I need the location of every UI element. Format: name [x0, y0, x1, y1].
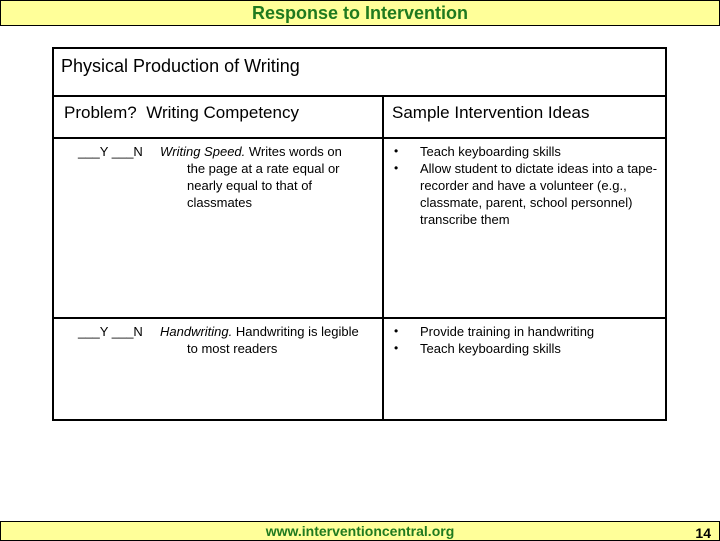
header-ideas: Sample Intervention Ideas	[392, 103, 590, 122]
yes-no-field[interactable]: ___Y ___N	[78, 324, 143, 339]
table-row	[54, 319, 665, 417]
competency-rest: the page at a rate equal or nearly equal to that of classmates	[187, 161, 340, 210]
footer-url[interactable]: www.interventioncentral.org	[265, 523, 455, 539]
page-title: Response to Intervention	[251, 3, 469, 23]
idea-item: • Teach keyboarding skills	[390, 340, 660, 357]
competency-rest: to most readers	[187, 341, 278, 356]
section-title: Physical Production of Writing	[54, 49, 665, 97]
header-bar	[0, 0, 720, 26]
table-row	[54, 139, 665, 319]
table-header-row	[54, 97, 665, 139]
competency-first-line: Writes words on	[245, 144, 342, 159]
idea-item: • Provide training in handwriting	[390, 323, 660, 340]
competency-description	[160, 143, 376, 211]
footer-bar	[0, 521, 720, 541]
intervention-ideas	[390, 143, 660, 228]
idea-item: • Teach keyboarding skills	[390, 143, 660, 160]
page-number: 14	[695, 525, 711, 541]
competency-title: Writing Speed.	[160, 144, 246, 159]
intervention-ideas	[390, 323, 660, 357]
header-competency: Writing Competency	[146, 103, 299, 122]
idea-item: • Allow student to dictate ideas into a tape-recorder and have a volunteer (e.g., classmate, parent, school personnel) transcribe them	[390, 160, 660, 228]
header-problem-competency	[64, 103, 299, 123]
competency-first-line: Handwriting is legible	[232, 324, 359, 339]
competency-description	[160, 323, 376, 357]
intervention-table	[52, 47, 667, 421]
competency-title: Handwriting.	[160, 324, 233, 339]
yes-no-field[interactable]: ___Y ___N	[78, 144, 143, 159]
header-problem: Problem?	[64, 103, 137, 122]
